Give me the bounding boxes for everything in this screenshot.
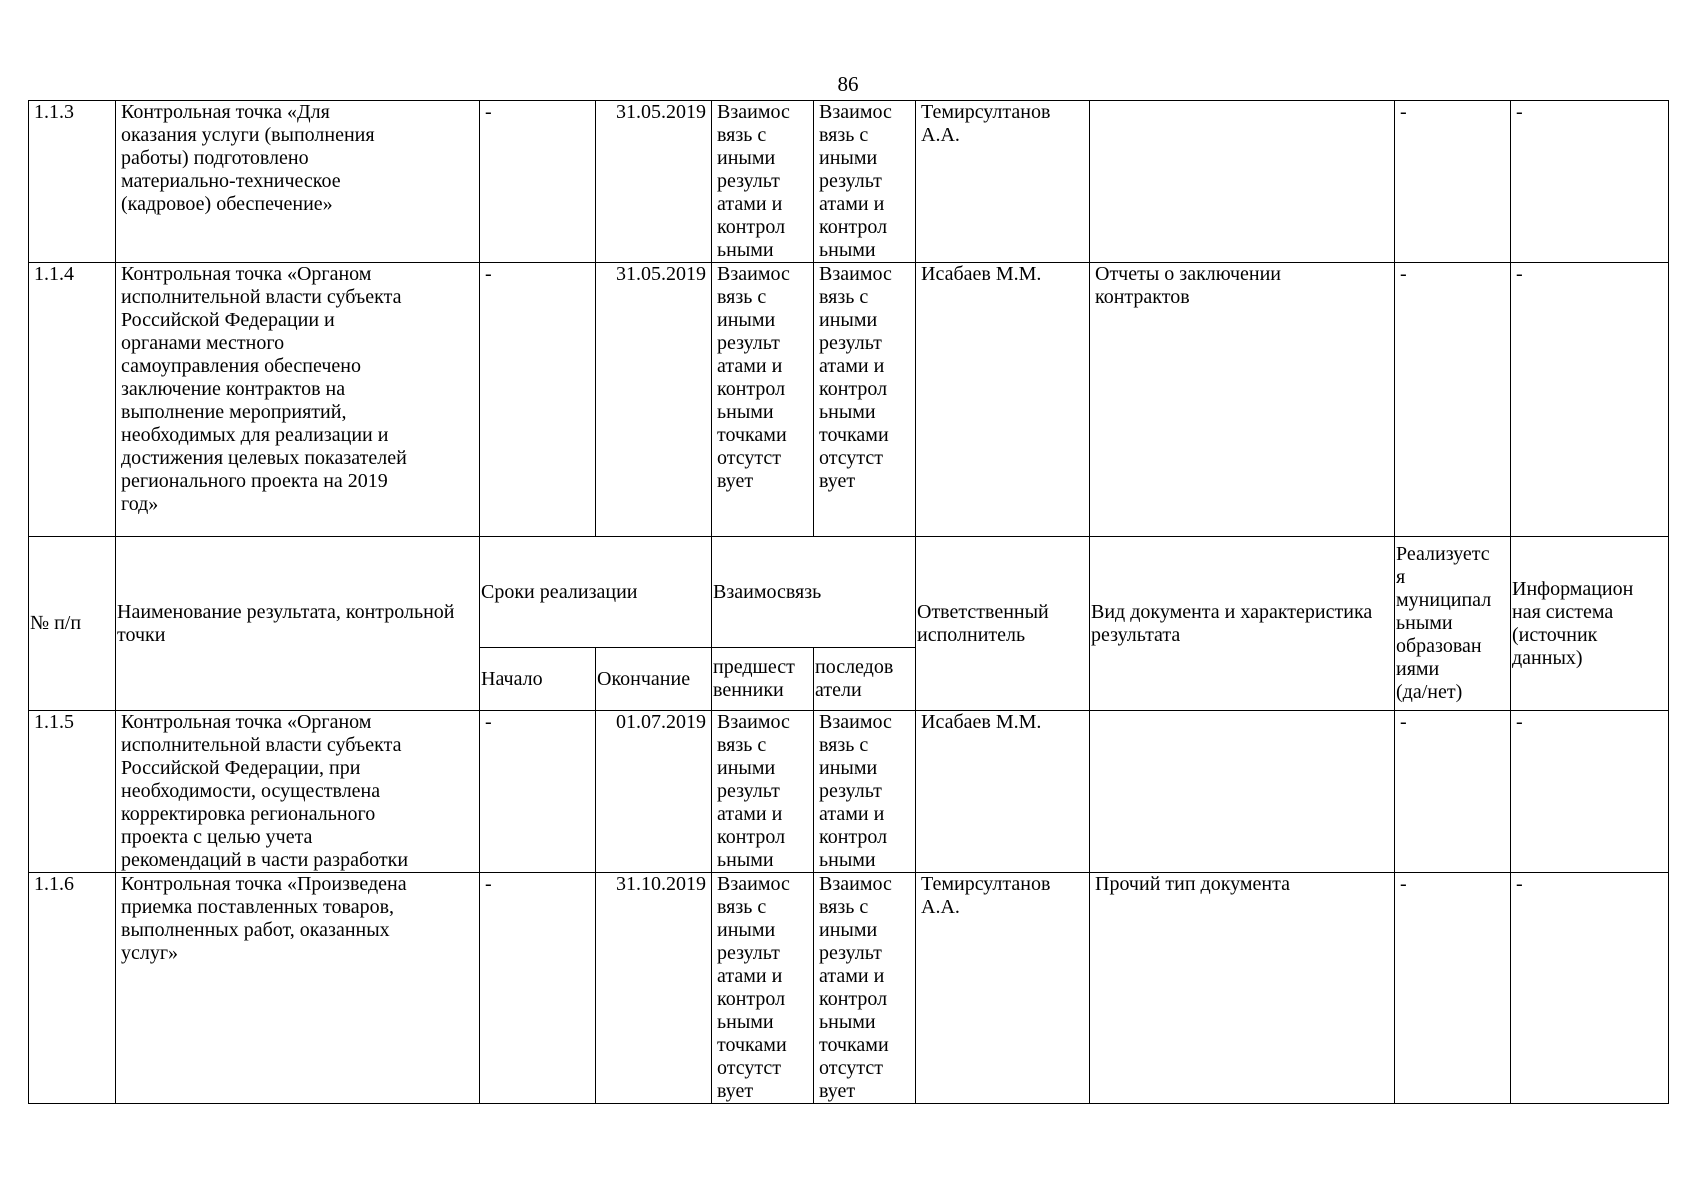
predecessors: Взаимос вязь с иными результ атами и контрол ьными точками отсутст вует (712, 263, 814, 537)
successors: Взаимос вязь с иными результ атами и контрол ьными точками отсутст вует (814, 263, 916, 537)
header-municipal: Реализуетс я муниципал ьными образован иями (да/нет) (1395, 537, 1511, 711)
result-name: Контрольная точка «Для оказания услуги (выполнения работы) подготовлено материально-техническое (кадровое) обеспечение» (116, 101, 480, 263)
end-date: 31.05.2019 (596, 263, 712, 537)
row-number: 1.1.4 (29, 263, 116, 537)
header-doc-type: Вид документа и характеристика результата (1090, 537, 1395, 711)
document-type (1090, 101, 1395, 263)
header-end: Окончание (596, 648, 712, 711)
page-number: 86 (837, 72, 859, 96)
header-predecessors: предшест венники (712, 648, 814, 711)
info-system: - (1511, 711, 1669, 873)
result-name: Контрольная точка «Органом исполнительной власти субъекта Российской Федерации, при необходимости, осуществлена корректировка регионального проекта с целью учета рекомендаций в части разработки (116, 711, 480, 873)
row-number: 1.1.3 (29, 101, 116, 263)
document-type (1090, 711, 1395, 873)
header-start: Начало (480, 648, 596, 711)
municipal-flag: - (1395, 873, 1511, 1104)
table-row (29, 101, 1669, 263)
header-link: Взаимосвязь (712, 537, 916, 648)
responsible: Исабаев М.М. (916, 263, 1090, 537)
header-number: № п/п (29, 537, 116, 711)
document-type: Отчеты о заключении контрактов (1090, 263, 1395, 537)
header-successors: последов атели (814, 648, 916, 711)
table-header-row (29, 537, 1669, 648)
table-row (29, 711, 1669, 873)
start-date: - (480, 711, 596, 873)
table-row (29, 263, 1669, 537)
end-date: 01.07.2019 (596, 711, 712, 873)
header-responsible: Ответственный исполнитель (916, 537, 1090, 711)
header-terms: Сроки реализации (480, 537, 712, 648)
municipal-flag: - (1395, 711, 1511, 873)
table-row (29, 873, 1669, 1104)
info-system: - (1511, 101, 1669, 263)
predecessors: Взаимос вязь с иными результ атами и контрол ьными (712, 711, 814, 873)
info-system: - (1511, 263, 1669, 537)
start-date: - (480, 101, 596, 263)
result-name: Контрольная точка «Органом исполнительной власти субъекта Российской Федерации и органами местного самоуправления обеспечено заключение контрактов на выполнение мероприятий, необходимых для реализации и достижения целевых показателей регионального проекта на 2019 год» (116, 263, 480, 537)
predecessors: Взаимос вязь с иными результ атами и контрол ьными (712, 101, 814, 263)
result-name: Контрольная точка «Произведена приемка поставленных товаров, выполненных работ, оказанных услуг» (116, 873, 480, 1104)
end-date: 31.05.2019 (596, 101, 712, 263)
responsible: Темирсултанов А.А. (916, 873, 1090, 1104)
responsible: Исабаев М.М. (916, 711, 1090, 873)
start-date: - (480, 873, 596, 1104)
municipal-flag: - (1395, 101, 1511, 263)
header-name: Наименование результата, контрольной точки (116, 537, 480, 711)
start-date: - (480, 263, 596, 537)
document-type: Прочий тип документа (1090, 873, 1395, 1104)
info-system: - (1511, 873, 1669, 1104)
predecessors: Взаимос вязь с иными результ атами и контрол ьными точками отсутст вует (712, 873, 814, 1104)
header-info-system: Информацион ная система (источник данных) (1511, 537, 1669, 711)
responsible: Темирсултанов А.А. (916, 101, 1090, 263)
row-number: 1.1.6 (29, 873, 116, 1104)
end-date: 31.10.2019 (596, 873, 712, 1104)
successors: Взаимос вязь с иными результ атами и контрол ьными точками отсутст вует (814, 873, 916, 1104)
successors: Взаимос вязь с иными результ атами и контрол ьными (814, 101, 916, 263)
successors: Взаимос вязь с иными результ атами и контрол ьными (814, 711, 916, 873)
control-points-table (28, 100, 1669, 1104)
row-number: 1.1.5 (29, 711, 116, 873)
municipal-flag: - (1395, 263, 1511, 537)
